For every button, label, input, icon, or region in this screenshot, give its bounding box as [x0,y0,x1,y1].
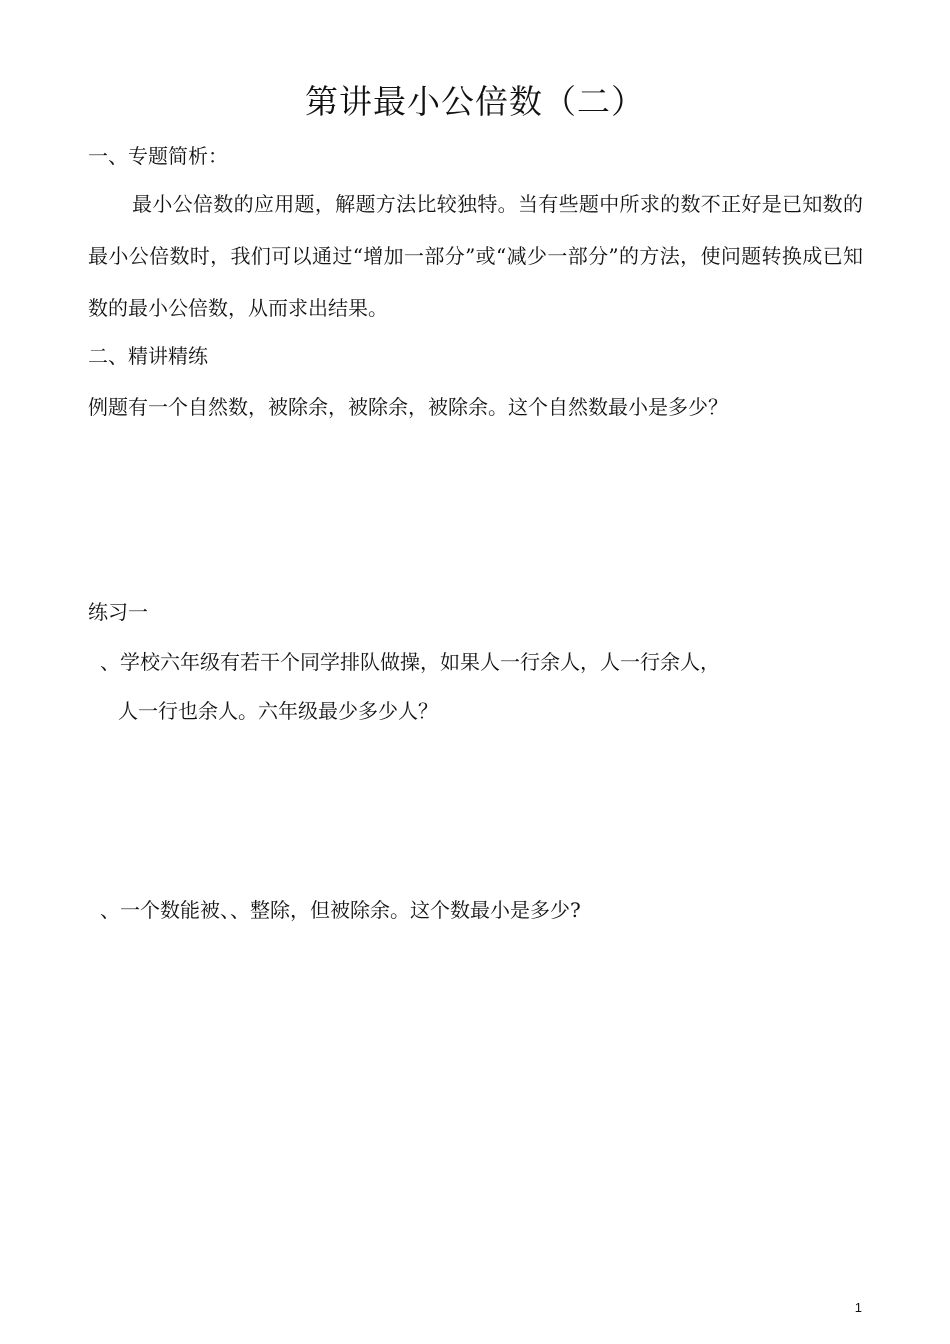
page-number: 1 [854,1300,862,1315]
exercise-question-1-line-2: 人一行也余人。六年级最少多少人？ [118,699,438,723]
example-question: 例题有一个自然数，被除余，被除余，被除余。这个自然数最小是多少？ [88,395,728,419]
exercise-question-2: 、一个数能被、、整除，但被除余。这个数最小是多少? [100,898,581,922]
section-heading-overview: 一、专题简析： [88,144,228,168]
overview-paragraph: 最小公倍数的应用题，解题方法比较独特。当有些题中所求的数不正好是已知数的最小公倍数时，我们可以通过“增加一部分”或“减少一部分”的方法，使问题转换成已知数的最小公倍数，从而求出结果。 [88,192,863,320]
section-heading-practice-intro: 二、精讲精练 [88,344,208,368]
exercise-heading: 练习一 [88,600,148,624]
page-title: 第讲最小公倍数（二） [305,82,645,121]
exercise-question-1-line-1: 、学校六年级有若干个同学排队做操，如果人一行余人，人一行余人， [100,650,720,674]
